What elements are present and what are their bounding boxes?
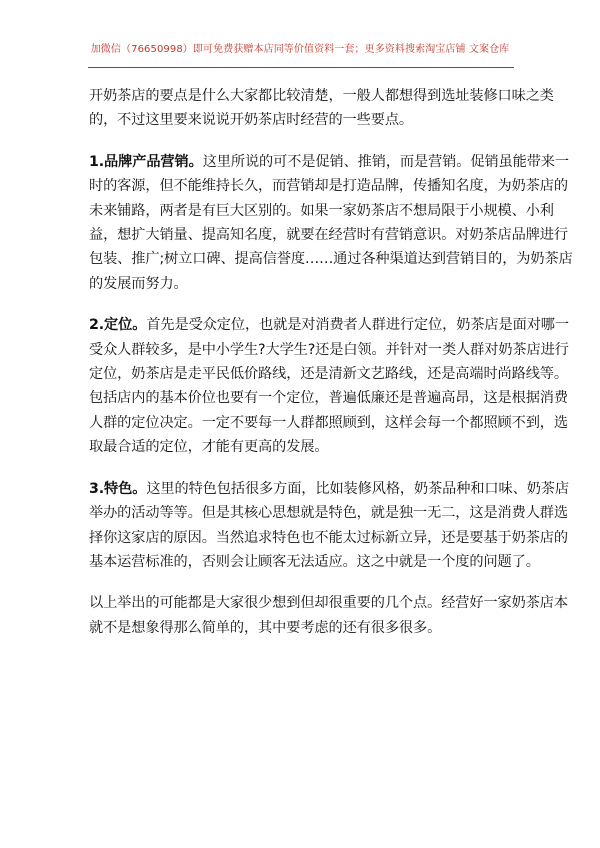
text-line: 人群的定位决定。一定不要每一人群都照顾到，这样会每一个都照顾不到，选 (89, 414, 568, 431)
section-positioning (89, 313, 569, 459)
section-heading: 2.定位。 (89, 317, 147, 334)
promo-header: 加微信（76650998）即可免费获赠本店同等价值资料一套；更多资料搜索淘宝店铺 文案仓库 (90, 44, 510, 55)
text-line: 定位，奶茶店是走平民低价路线，还是清新文艺路线，还是高端时尚路线等。 (89, 366, 568, 383)
text-run: 首先是受众定位，也就是对消费者人群进行定位，奶茶店是面对哪一 (146, 317, 569, 334)
text-line: 就不是想象得那么简单的，其中要考虑的还有很多很多。 (89, 619, 442, 636)
text-line: 的，不过这里要来说说开奶茶店时经营的一些要点。 (89, 112, 414, 129)
text-line (89, 150, 569, 174)
text-line: 包装、推广;树立口碑、提高信誉度……通过各种渠道达到营销目的，为奶茶店 (89, 251, 573, 268)
section-features (89, 477, 569, 575)
text-run: 这里的特色包括很多方面，比如装修风格，奶茶品种和口味、奶茶店 (146, 480, 569, 497)
conclusion-paragraph (89, 591, 568, 640)
section-heading: 3.特色。 (89, 480, 147, 497)
text-line: 包括店内的基本价位也要有一个定位，普遍低廉还是普遍高昂，这是根据消费 (89, 390, 568, 407)
text-line (89, 313, 569, 337)
text-line (89, 477, 569, 501)
text-line: 以上举出的可能都是大家很少想到但却很重要的几个点。经营好一家奶茶店本 (89, 595, 568, 612)
text-line: 的发展而努力。 (89, 275, 188, 292)
text-line: 未来铺路，两者是有巨大区别的。如果一家奶茶店不想局限于小规模、小利 (89, 202, 554, 219)
intro-paragraph (89, 84, 554, 133)
text-line: 基本运营标准的，否则会让顾客无法适应。这之中就是一个度的问题了。 (89, 553, 540, 570)
text-line: 时的客源，但不能维持长久，而营销却是打造品牌，传播知名度，为奶茶店的 (89, 178, 568, 195)
text-line: 择你这家店的原因。当然追求特色也不能太过标新立异，还是要基于奶茶店的 (89, 529, 568, 546)
text-line: 取最合适的定位，才能有更高的发展。 (89, 439, 329, 456)
header-divider (88, 67, 514, 68)
text-line: 受众人群较多，是中小学生?大学生?还是白领。并针对一类人群对奶茶店进行 (89, 341, 569, 358)
article-body (89, 84, 573, 657)
text-line: 开奶茶店的要点是什么大家都比较清楚，一般人都想得到选址装修口味之类 (89, 88, 554, 104)
text-line: 举办的活动等等。但是其核心思想就是特色，就是独一无二，这是消费人群选 (89, 505, 568, 522)
section-heading: 1.品牌产品营销。 (89, 153, 203, 170)
text-run: 这里所说的可不是促销、推销，而是营销。促销虽能带来一 (202, 153, 569, 170)
section-brand-marketing (89, 150, 573, 296)
text-line: 益，想扩大销量、提高知名度，就要在经营时有营销意识。对奶茶店品牌进行 (89, 227, 568, 244)
